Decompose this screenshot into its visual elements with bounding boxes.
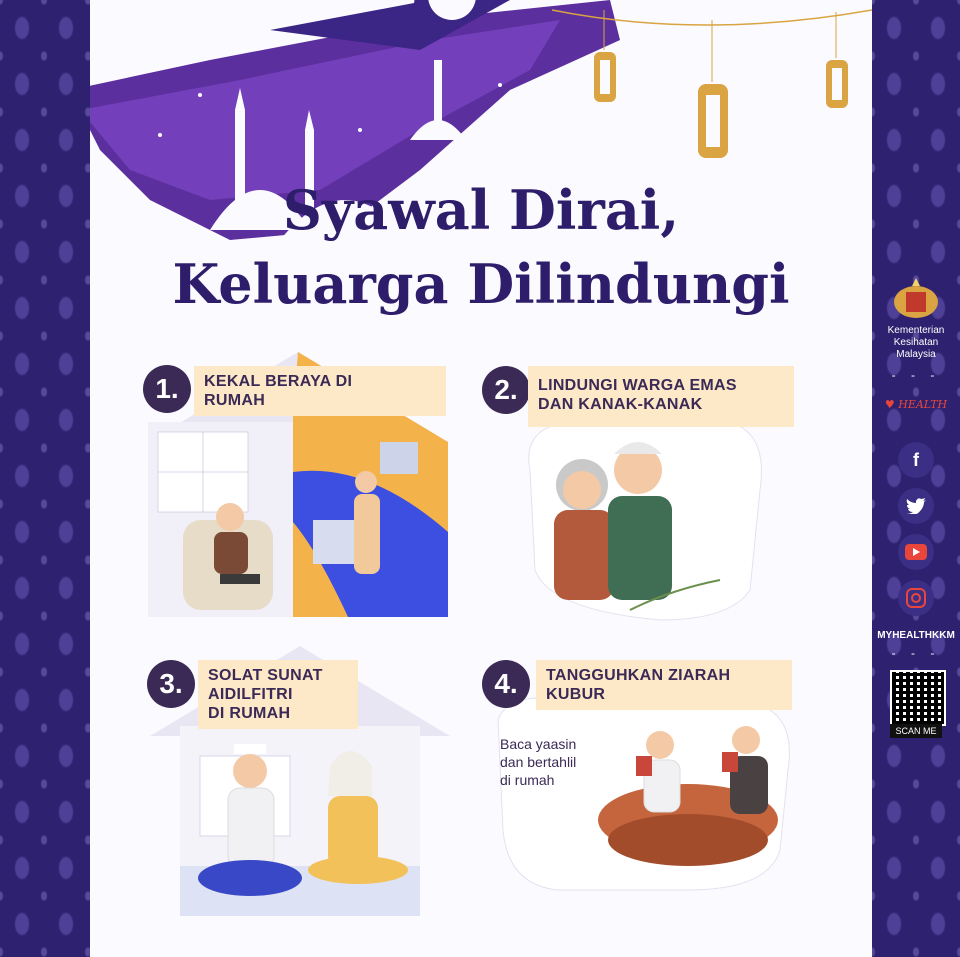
step1-label-line1: KEKAL BERAYA DI bbox=[204, 373, 353, 390]
ministry-line1: Kementerian bbox=[887, 325, 945, 336]
step4-note-line2: dan bertahlil bbox=[500, 754, 577, 770]
health-logo-icon: ♥ bbox=[884, 398, 895, 411]
step3-number: 3. bbox=[147, 660, 195, 708]
title-line-2: Keluarga Dilindungi bbox=[172, 252, 790, 316]
separator-2: - - - bbox=[891, 646, 941, 660]
step4-note bbox=[500, 735, 576, 789]
youtube-icon[interactable] bbox=[898, 534, 934, 570]
step2-label bbox=[528, 366, 794, 427]
step3-label-line1: SOLAT SUNAT bbox=[208, 667, 323, 684]
poster-panel bbox=[90, 0, 872, 957]
twitter-icon[interactable] bbox=[898, 488, 934, 524]
ministry-line2: Kesihatan bbox=[893, 337, 939, 348]
step4-number: 4. bbox=[482, 660, 530, 708]
qr-code[interactable] bbox=[890, 670, 946, 726]
myhealth-logo bbox=[872, 398, 960, 411]
facebook-icon[interactable]: f bbox=[898, 442, 934, 478]
step4-label-line1: TANGGUHKAN ZIARAH bbox=[546, 667, 731, 684]
step2-number: 2. bbox=[482, 366, 530, 414]
step3-label-line3: DI RUMAH bbox=[208, 705, 291, 722]
step3-label-line2: AIDILFITRI bbox=[208, 686, 293, 703]
ministry-name bbox=[872, 325, 960, 361]
left-pattern-border bbox=[0, 0, 90, 957]
step2-label-line1: LINDUNGI WARGA EMAS bbox=[538, 377, 737, 394]
step4-note-line1: Baca yaasin bbox=[500, 736, 577, 752]
title-line-1: Syawal Dirai, bbox=[282, 178, 680, 242]
step4-label bbox=[536, 660, 792, 710]
step1-number: 1. bbox=[143, 365, 191, 413]
scan-me-label: SCAN ME bbox=[890, 724, 942, 738]
social-handle[interactable]: MYHEALTHKKM bbox=[877, 630, 955, 641]
step4-tahlil-illustration bbox=[488, 690, 808, 910]
ministry-line3: Malaysia bbox=[896, 349, 936, 360]
step1-label-line2: RUMAH bbox=[204, 392, 266, 409]
lantern-decoration bbox=[552, 0, 872, 180]
separator-1: - - - bbox=[891, 368, 941, 382]
step2-elderly-illustration bbox=[510, 410, 780, 630]
ministry-crest-icon bbox=[886, 278, 946, 322]
step3-label bbox=[198, 660, 358, 729]
step1-label bbox=[194, 366, 446, 416]
health-logo-text: HEALTH bbox=[898, 398, 948, 411]
step4-label-line2: KUBUR bbox=[546, 686, 606, 703]
instagram-icon[interactable] bbox=[898, 580, 934, 616]
right-pattern-border bbox=[872, 0, 960, 957]
step2-label-line2: DAN KANAK-KANAK bbox=[538, 396, 703, 413]
step4-note-line3: di rumah bbox=[500, 772, 555, 788]
